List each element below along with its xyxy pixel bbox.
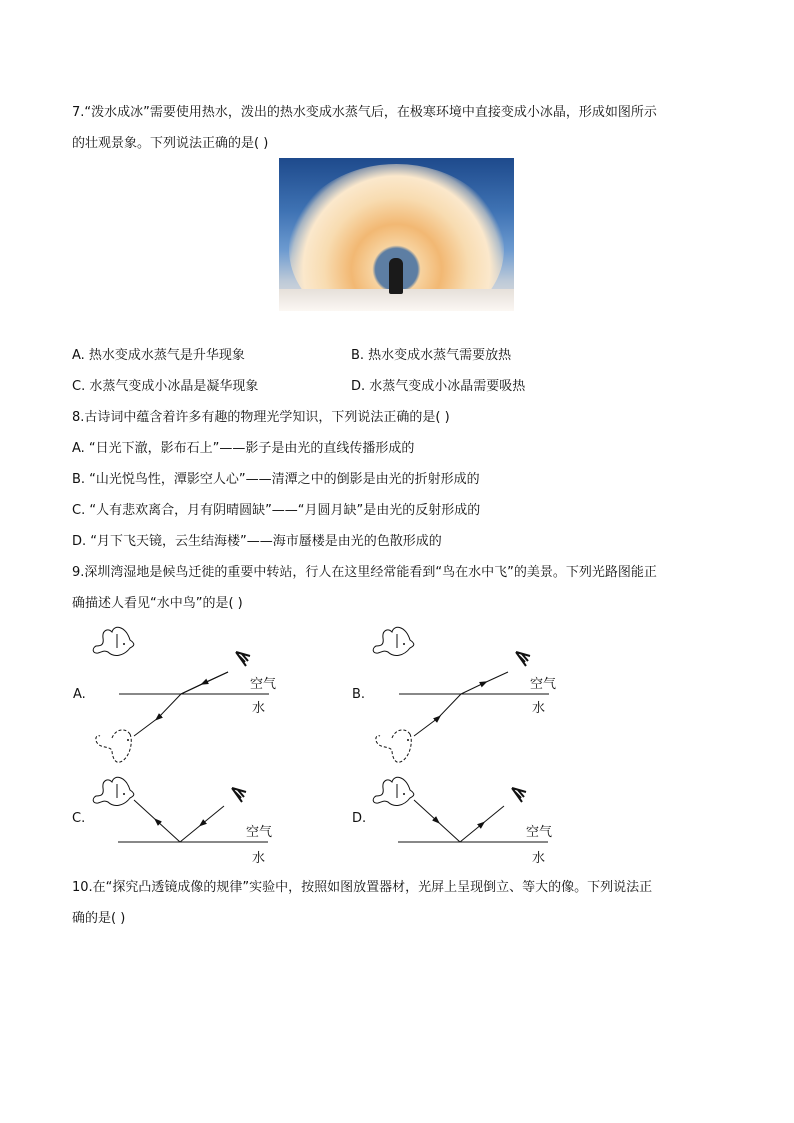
eye-icon — [236, 652, 250, 666]
water-label: 水 — [532, 851, 546, 866]
q7-text-line2: 的壮观景象。下列说法正确的是( ) — [72, 136, 269, 151]
q7-text-line1: 7.“泼水成冰”需要使用热水，泼出的热水变成水蒸气后，在极寒环境中直接变成小冰晶，形成如图所示 — [72, 105, 657, 120]
q7-option-d: D. 水蒸气变成小冰晶需要吸热 — [351, 379, 526, 394]
q7-option-a: A. 热水变成水蒸气是升华现象 — [72, 348, 245, 363]
air-label: 空气 — [246, 825, 273, 840]
q8-text: 8.古诗词中蕴含着许多有趣的物理光学知识，下列说法正确的是( ) — [72, 410, 450, 425]
air-label: 空气 — [250, 677, 277, 692]
water-label: 水 — [252, 851, 266, 866]
eye-icon — [516, 652, 530, 666]
virtual-bird-icon — [96, 730, 131, 762]
bird-icon — [93, 627, 134, 655]
q8-option-b: B. “山光悦鸟性，潭影空人心”——清潭之中的倒影是由光的折射形成的 — [72, 472, 480, 487]
bird-icon — [373, 777, 414, 805]
q9-label-b: B. — [352, 687, 366, 702]
q8-option-d: D. “月下飞天镜，云生结海楼”——海市蜃楼是由光的色散形成的 — [72, 534, 442, 549]
q9-label-a: A. — [73, 687, 86, 702]
q9-label-c: C. — [72, 811, 86, 826]
eye-icon — [232, 788, 246, 802]
q9-diagram-a — [60, 620, 300, 750]
q9-diagram-c — [60, 770, 300, 870]
bird-icon — [373, 627, 414, 655]
water-label: 水 — [252, 701, 266, 716]
air-label: 空气 — [526, 825, 553, 840]
q8-option-a: A. “日光下澈，影布石上”——影子是由光的直线传播形成的 — [72, 441, 415, 456]
q9-diagram-b — [340, 620, 580, 750]
q9-label-d: D. — [352, 811, 367, 826]
q9-diagram-d — [340, 770, 580, 870]
air-label: 空气 — [530, 677, 557, 692]
q7-option-b: B. 热水变成水蒸气需要放热 — [351, 348, 512, 363]
water-label: 水 — [532, 701, 546, 716]
q8-option-c: C. “人有悲欢离合，月有阴晴圆缺”——“月圆月缺”是由光的反射形成的 — [72, 503, 481, 518]
q9-text-line2: 确描述人看见“水中鸟”的是( ) — [72, 596, 243, 611]
virtual-bird-icon — [376, 730, 411, 762]
q10-text-line1: 10.在“探究凸透镜成像的规律”实验中，按照如图放置器材，光屏上呈现倒立、等大的像。下列说法正 — [72, 880, 653, 895]
q7-option-c: C. 水蒸气变成小冰晶是凝华现象 — [72, 379, 259, 394]
q10-text-line2: 确的是( ) — [72, 911, 126, 926]
bird-icon — [93, 777, 134, 805]
q9-text-line1: 9.深圳湾湿地是候鸟迁徙的重要中转站，行人在这里经常能看到“鸟在水中飞”的美景。下列光路图能正 — [72, 565, 657, 580]
q7-photo-water-to-ice — [279, 158, 514, 311]
eye-icon — [512, 788, 526, 802]
